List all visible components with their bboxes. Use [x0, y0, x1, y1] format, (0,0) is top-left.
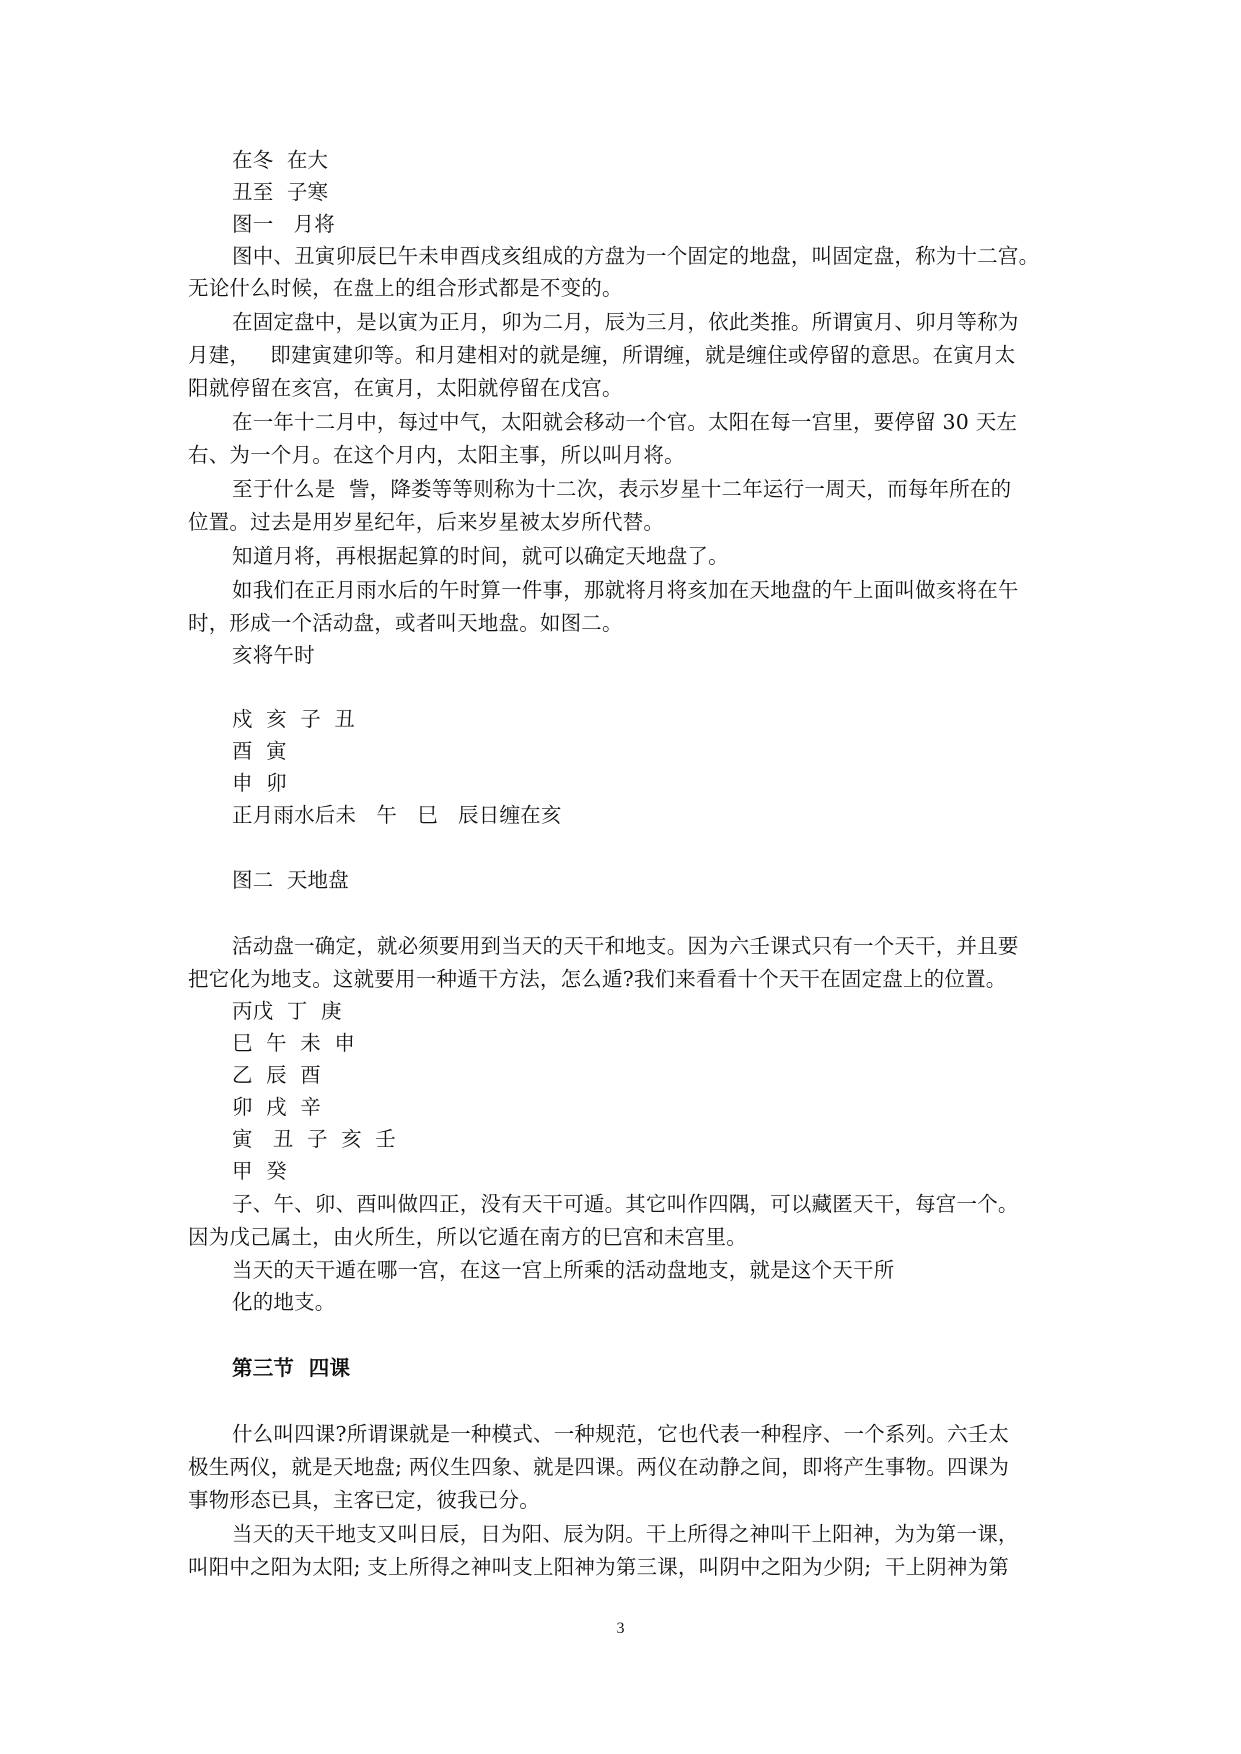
paragraph-9-line-1: 当天的天干遁在哪一宫，在这一宫上所乘的活动盘地支，就是这个天干所 — [232, 1258, 895, 1282]
figure2-caption: 图二 天地盘 — [232, 868, 349, 892]
paragraph-11-line-2: 叫阳中之阳为太阳; 支上所得之神叫支上阳神为第三课，叫阴中之阳为少阴; 干上阴神为第 — [188, 1555, 1009, 1579]
figure1-line-1: 在冬 在大 — [232, 148, 329, 172]
paragraph-4-line-2: 位置。过去是用岁星纪年，后来岁星被太岁所代替。 — [188, 510, 665, 534]
figure3-row-5: 寅 丑 子 亥 壬 — [232, 1127, 396, 1151]
paragraph-9-line-2: 化的地支。 — [232, 1290, 336, 1314]
figure3-row-3: 乙 辰 酉 — [232, 1063, 321, 1087]
paragraph-4-line-1: 至于什么是 訾，降娄等等则称为十二次，表示岁星十二年运行一周天，而每年所在的 — [232, 477, 1012, 501]
paragraph-2-line-3: 阳就停留在亥宫，在寅月，太阳就停留在戊宫。 — [188, 376, 623, 400]
paragraph-8-line-1: 子、午、卯、酉叫做四正，没有天干可遁。其它叫作四隅，可以藏匿天干，每宫一个。 — [232, 1192, 1019, 1216]
paragraph-10-line-1: 什么叫四课?所谓课就是一种模式、一种规范，它也代表一种程序、一个系列。六壬太 — [232, 1422, 1010, 1446]
figure2-row-1: 戍 亥 子 丑 — [232, 707, 356, 731]
figure2-row-3: 申 卯 — [232, 771, 287, 795]
paragraph-10-line-2: 极生两仪，就是天地盘; 两仪生四象、就是四课。两仪在动静之间，即将产生事物。四课为 — [188, 1455, 1010, 1479]
figure1-caption: 图一 月将 — [232, 212, 335, 236]
figure2-title: 亥将午时 — [232, 643, 315, 667]
figure2-row-4: 正月雨水后未 午 巳 辰日缠在亥 — [232, 803, 562, 827]
figure3-row-6: 甲 癸 — [232, 1159, 287, 1183]
paragraph-11-line-1: 当天的天干地支又叫日辰，日为阳、辰为阴。干上所得之神叫干上阳神，为为第一课， — [232, 1522, 1019, 1546]
section-heading: 第三节 四课 — [232, 1356, 351, 1380]
paragraph-6-line-2: 时，形成一个活动盘，或者叫天地盘。如图二。 — [188, 611, 623, 635]
figure2-row-2: 酉 寅 — [232, 739, 287, 763]
paragraph-2-line-2: 月建， 即建寅建卯等。和月建相对的就是缠，所谓缠，就是缠住或停留的意思。在寅月太 — [188, 343, 1016, 367]
paragraph-7-line-2: 把它化为地支。这就要用一种遁干方法，怎么遁?我们来看看十个天干在固定盘上的位置。 — [188, 967, 1007, 991]
paragraph-1-line-2: 无论什么时候，在盘上的组合形式都是不变的。 — [188, 276, 623, 300]
paragraph-2-line-1: 在固定盘中，是以寅为正月，卯为二月，辰为三月，依此类推。所谓寅月、卯月等称为 — [232, 310, 1019, 334]
paragraph-1-line-1: 图中、丑寅卯辰巳午未申酉戌亥组成的方盘为一个固定的地盘，叫固定盘，称为十二宫。 — [232, 244, 1040, 268]
figure3-row-1: 丙戊 丁 庚 — [232, 999, 342, 1023]
paragraph-8-line-2: 因为戊己属土，由火所生，所以它遁在南方的巳宫和未宫里。 — [188, 1225, 747, 1249]
page-number: 3 — [616, 1620, 625, 1637]
paragraph-6-line-1: 如我们在正月雨水后的午时算一件事，那就将月将亥加在天地盘的午上面叫做亥将在午 — [232, 578, 1019, 602]
paragraph-3-line-2: 右、为一个月。在这个月内，太阳主事，所以叫月将。 — [188, 443, 685, 467]
paragraph-10-line-3: 事物形态已具，主客已定，彼我已分。 — [188, 1488, 540, 1512]
figure1-line-2: 丑至 子寒 — [232, 180, 329, 204]
paragraph-7-line-1: 活动盘一确定，就必须要用到当天的天干和地支。因为六壬课式只有一个天干，并且要 — [232, 934, 1019, 958]
paragraph-5-line-1: 知道月将，再根据起算的时间，就可以确定天地盘了。 — [232, 544, 729, 568]
figure3-row-2: 巳 午 未 申 — [232, 1031, 356, 1055]
figure3-row-4: 卯 戌 辛 — [232, 1095, 321, 1119]
paragraph-3-line-1: 在一年十二月中，每过中气，太阳就会移动一个官。太阳在每一宫里，要停留 30 天左 — [232, 410, 1018, 434]
